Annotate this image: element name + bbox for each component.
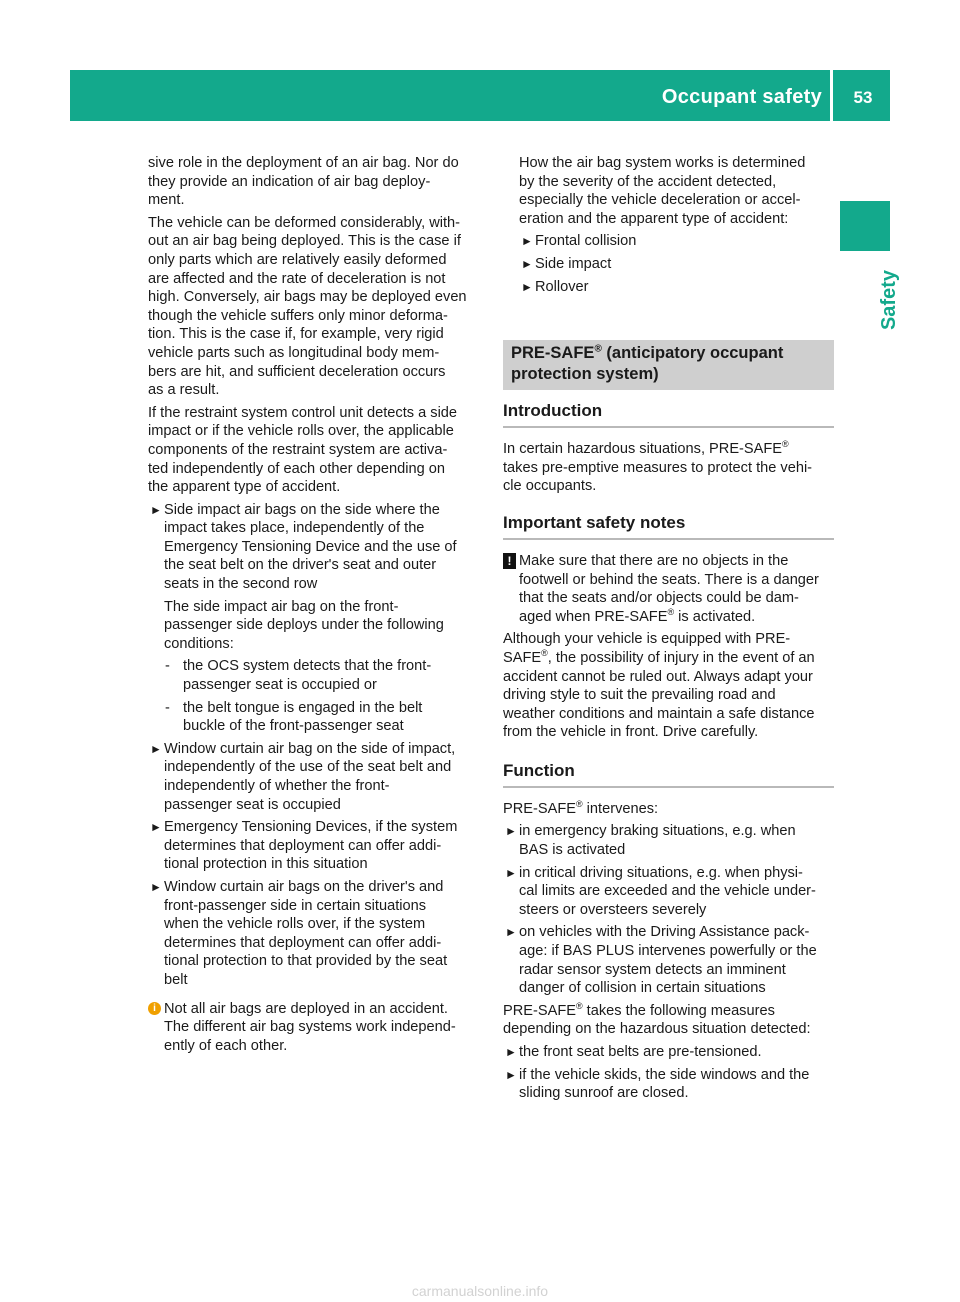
text-line: Side impact air bags on the side where the: [164, 501, 440, 518]
text-line: are affected and the rate of deceleration is not: [148, 270, 446, 287]
bullet-icon: ►: [150, 820, 162, 835]
text-span: SAFE: [503, 649, 542, 666]
text-line: components of the restraint system are activa-: [148, 441, 448, 458]
text-line: tion. This is the case if, for example, very rigid: [148, 326, 444, 343]
bullet-icon: ►: [505, 824, 517, 839]
text-line: [503, 800, 834, 819]
text-line: high. Conversely, air bags may be deployed even: [148, 289, 467, 306]
list-item: [503, 1066, 834, 1103]
text-line: Window curtain air bags on the driver's and: [164, 878, 444, 895]
text-span: intervenes:: [582, 800, 659, 817]
text-line: on vehicles with the Driving Assistance pack-: [519, 924, 810, 941]
text-line: eration and the apparent type of accident:: [519, 210, 789, 227]
page-number: 53: [853, 88, 873, 107]
text-line: independently of whether the front-: [164, 778, 390, 794]
list-item: [519, 255, 834, 274]
text-line: weather conditions and maintain a safe distance: [503, 705, 815, 722]
text-line: Frontal collision: [535, 233, 637, 250]
info-icon: i: [148, 1002, 161, 1015]
dash-icon: -: [165, 658, 170, 675]
text-line: How the air bag system works is determined: [519, 155, 806, 171]
text-line: radar sensor system detects an imminent: [519, 961, 786, 978]
text-line: conditions:: [164, 635, 234, 652]
paragraph: [503, 1002, 834, 1039]
text-line: that the seats and/or objects could be dam-: [519, 590, 799, 607]
text-line: ted independently of each other depending on: [148, 460, 445, 477]
text-line: accident cannot be ruled out. Always adapt your: [503, 668, 813, 685]
warning-note: [503, 552, 834, 626]
text-line: steers or oversteers severely: [519, 901, 707, 918]
list-item: [148, 501, 482, 594]
text-line: the apparent type of accident.: [148, 479, 341, 496]
paragraph: [148, 214, 482, 400]
section-title-line: [511, 343, 826, 364]
text-line: seats in the second row: [164, 576, 318, 593]
bullet-icon: ►: [521, 234, 533, 249]
text-line: if the vehicle skids, the side windows and the: [519, 1066, 810, 1083]
registered-mark: ®: [594, 343, 602, 355]
text-line: by the severity of the accident detected,: [519, 173, 777, 190]
text-line: buckle of the front-passenger seat: [183, 718, 404, 735]
text-span: , the possibility of injury in the event of an: [547, 649, 815, 666]
bullet-icon: ►: [521, 279, 533, 294]
heading-important-safety-notes: Important safety notes: [503, 512, 834, 540]
dash-icon: -: [165, 699, 170, 716]
text-line: age: if BAS PLUS intervenes powerfully or the: [519, 943, 817, 960]
text-line: The side impact air bag on the front-: [164, 598, 399, 615]
paragraph: [503, 630, 834, 742]
text-line: BAS is activated: [519, 842, 626, 859]
text-line: [503, 649, 834, 668]
text-line: [503, 440, 834, 459]
list-item: [503, 864, 834, 920]
list-item: [519, 232, 834, 251]
list-item: [148, 878, 482, 990]
text-span: PRE-SAFE: [511, 344, 595, 363]
list-item: [148, 740, 482, 814]
text-span: In certain hazardous situations, PRE-SAFE: [503, 441, 783, 458]
section-marker: [840, 201, 890, 251]
text-line: only parts which are relatively easily deformed: [148, 251, 447, 268]
text-line: driving style to suit the prevailing road and: [503, 687, 776, 704]
list-item: [503, 822, 834, 859]
sub-list-item: [148, 699, 482, 736]
text-line: impact takes place, independently of the: [164, 520, 425, 537]
paragraph: [148, 404, 482, 497]
text-line: the OCS system detects that the front-: [183, 658, 432, 675]
bullet-icon: ►: [150, 502, 162, 517]
registered-mark: ®: [575, 1000, 583, 1011]
text-span: PRE-SAFE: [503, 800, 576, 817]
text-line: as a result.: [148, 382, 220, 399]
text-line: determines that deployment can offer addi-: [164, 837, 442, 854]
text-span: (anticipatory occupant: [601, 344, 784, 363]
warning-icon: !: [503, 553, 516, 569]
text-line: when the vehicle rolls over, if the system: [164, 916, 426, 933]
text-line: they provide an indication of air bag deploy-: [148, 173, 431, 190]
text-line: The different air bag systems work independ-: [164, 1019, 456, 1036]
list-item: [148, 818, 482, 874]
text-line: tional protection in this situation: [164, 856, 368, 873]
text-line: out an air bag being deployed. This is the case if: [148, 233, 461, 250]
text-line: passenger seat is occupied: [164, 796, 341, 813]
paragraph: [503, 800, 834, 819]
text-line: passenger side deploys under the following: [164, 617, 444, 634]
heading-introduction: Introduction: [503, 400, 834, 428]
text-line: Rollover: [535, 278, 589, 295]
text-line: cal limits are exceeded and the vehicle under-: [519, 883, 816, 900]
text-line: bers are hit, and sufficient deceleration occurs: [148, 363, 446, 380]
list-item-note: [148, 598, 482, 654]
text-line: from the vehicle in front. Drive carefully.: [503, 724, 759, 741]
text-line: Side impact: [535, 255, 612, 272]
text-line: vehicle parts such as longitudinal body mem-: [148, 344, 440, 361]
text-line: the front seat belts are pre-tensioned.: [519, 1044, 762, 1060]
text-line: cle occupants.: [503, 478, 597, 495]
list-item: [503, 1043, 834, 1062]
text-line: ently of each other.: [164, 1037, 288, 1054]
section-title-line: protection system): [511, 365, 659, 384]
text-line: in critical driving situations, e.g. when physi-: [519, 864, 803, 881]
text-line: Make sure that there are no objects in the: [519, 552, 789, 569]
text-line: front-passenger side in certain situations: [164, 897, 427, 914]
text-line: Window curtain air bag on the side of impact,: [164, 740, 456, 757]
text-line: If the restraint system control unit detects a side: [148, 404, 458, 421]
bullet-icon: ►: [521, 256, 533, 271]
text-line: Although your vehicle is equipped with PRE-: [503, 631, 791, 648]
heading-function: Function: [503, 760, 834, 788]
text-line: belt: [164, 971, 188, 988]
text-line: independently of the use of the seat belt and: [164, 759, 452, 776]
registered-mark: ®: [541, 648, 548, 659]
bullet-icon: ►: [505, 925, 517, 940]
paragraph: [503, 154, 834, 228]
text-line: takes pre-emptive measures to protect the vehi-: [503, 459, 813, 476]
page-title: Occupant safety: [661, 86, 822, 108]
text-line: though the vehicle suffers only minor deforma-: [148, 307, 448, 324]
text-line: the seat belt on the driver's seat and outer: [164, 557, 437, 574]
text-line: Not all air bags are deployed in an accident.: [164, 1000, 448, 1017]
registered-mark: ®: [782, 439, 789, 450]
text-line: in emergency braking situations, e.g. when: [519, 823, 796, 840]
text-line: determines that deployment can offer addi-: [164, 934, 442, 951]
paragraph: [148, 154, 482, 210]
left-column: [148, 154, 482, 1055]
bullet-icon: ►: [505, 1045, 517, 1059]
text-line: footwell or behind the seats. There is a danger: [519, 571, 819, 588]
text-line: Emergency Tensioning Device and the use of: [164, 538, 457, 555]
text-span: PRE-SAFE: [503, 1002, 576, 1019]
watermark: carmanualsonline.info: [411, 1283, 549, 1299]
right-column: [503, 154, 834, 1103]
bullet-icon: ►: [150, 741, 162, 756]
bullet-icon: ►: [505, 1067, 517, 1082]
text-line: the belt tongue is engaged in the belt: [183, 699, 423, 716]
sub-list-item: [148, 657, 482, 694]
bullet-icon: ►: [150, 879, 162, 894]
text-line: [503, 1002, 834, 1021]
text-line: danger of collision in certain situations: [519, 980, 766, 997]
list-item: [519, 278, 834, 297]
text-line: passenger seat is occupied or: [183, 677, 377, 694]
text-line: ment.: [148, 192, 185, 209]
text-line: depending on the hazardous situation detected:: [503, 1021, 811, 1038]
text-line: impact or if the vehicle rolls over, the applicable: [148, 423, 454, 440]
text-line: sive role in the deployment of an air bag. Nor do: [148, 155, 459, 171]
registered-mark: ®: [667, 606, 675, 617]
text-span: takes the following measures: [582, 1002, 775, 1019]
text-line: The vehicle can be deformed considerably, with-: [148, 214, 461, 231]
text-line: especially the vehicle deceleration or accel-: [519, 192, 801, 209]
text-span: is activated.: [674, 608, 756, 625]
bullet-icon: ►: [505, 865, 517, 880]
side-tab-label: Safety: [878, 270, 900, 331]
paragraph: [503, 440, 834, 496]
header-separator: [830, 70, 833, 121]
section-title-box: [503, 340, 834, 390]
text-line: Emergency Tensioning Devices, if the system: [164, 819, 458, 836]
text-span: aged when PRE-SAFE: [519, 608, 668, 625]
text-line: [519, 608, 834, 627]
registered-mark: ®: [575, 799, 583, 810]
info-note: [148, 1000, 482, 1056]
text-line: sliding sunroof are closed.: [519, 1085, 689, 1102]
text-line: tional protection to that provided by the seat: [164, 953, 448, 970]
list-item: [503, 923, 834, 997]
